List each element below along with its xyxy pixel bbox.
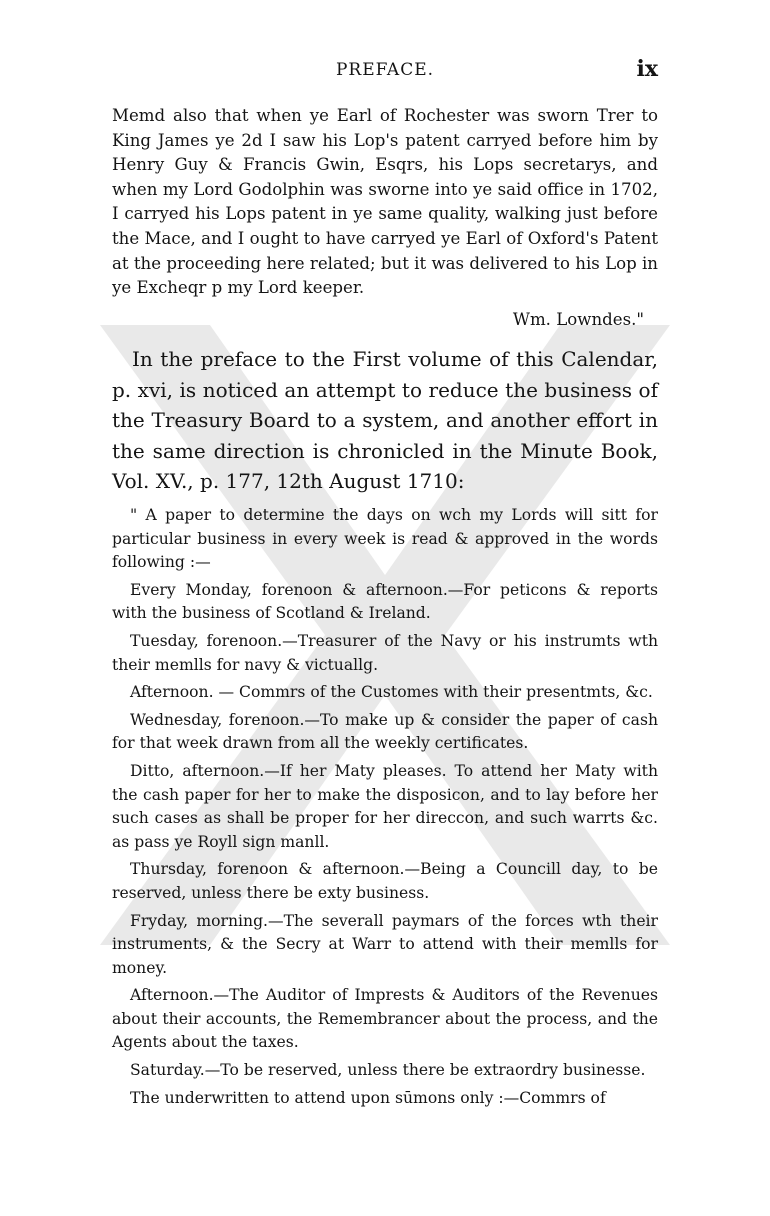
- minute-fryday: Fryday, morning.—The severall paymars of the forces wth their instruments, & the Secry at Warr to attend with their memlls for money.: [112, 911, 658, 977]
- running-head: PREFACE.: [335, 60, 435, 80]
- minute-saturday: Saturday.—To be reserved, unless there be extraordry businesse.: [130, 1061, 646, 1080]
- page-header: [112, 58, 658, 88]
- minute-monday: Every Monday, forenoon & afternoon.—For peticons & reports with the business of Scotland & Ireland.: [112, 580, 658, 623]
- signature-line: Wm. Lowndes.": [512, 310, 644, 329]
- minute-wednesday: Wednesday, forenoon.—To make up & consider the paper of cash for that week drawn from all the weekly certificates.: [112, 710, 658, 753]
- page-number: ix: [636, 56, 658, 82]
- memorandum-text: Memd also that when ye Earl of Rochester was sworn Trer to King James ye 2d I saw his Lop's patent carryed before him by Henry Guy & Francis Gwin, Esqrs, his Lops secretarys, and when my Lord Godolphin was sworne into ye said office in 1702, I carryed his Lops patent in ye same quality, walking just before the Mace, and I ought to have carryed ye Earl of Oxford's Patent at the proceeding here related; but it was delivered to his Lop in ye Excheqr p my Lord keeper.: [112, 106, 658, 298]
- memorandum-paragraph: [112, 104, 658, 301]
- minute-thursday: Thursday, forenoon & afternoon.—Being a Councill day, to be reserved, unless there be exty business.: [112, 860, 658, 902]
- minute-fryday-afternoon: Afternoon.—The Auditor of Imprests & Auditors of the Revenues about their accounts, the Remembrancer about the process, and the Agents about the taxes.: [112, 986, 658, 1052]
- minute-underwritten: The underwritten to attend upon sūmons only :—Commrs of: [130, 1088, 606, 1107]
- minute-extract: [112, 504, 658, 1114]
- minute-tuesday-afternoon: Afternoon. — Commrs of the Customes with their presentmts, &c.: [130, 683, 653, 702]
- preface-paragraph: [112, 344, 658, 497]
- minute-opening: " A paper to determine the days on wch my Lords will sitt for particular business in every week is read & approved in the words following :—: [112, 506, 658, 572]
- minute-tuesday: Tuesday, forenoon.—Treasurer of the Navy or his instrumts wth their memlls for navy & victuallg.: [112, 631, 658, 674]
- preface-text: In the preface to the First volume of this Calendar, p. xvi, is noticed an attempt to reduce the business of the Treasury Board to a system, and another effort in the same direction is chronicled in the Minute Book, Vol. XV., p. 177, 12th August 1710:: [112, 347, 658, 493]
- minute-ditto: Ditto, afternoon.—If her Maty pleases. To attend her Maty with the cash paper for her to make the disposicon, and to lay before her such cases as shall be proper for her direccon, and such warrts &c. as pass ye Royll sign manll.: [112, 761, 658, 851]
